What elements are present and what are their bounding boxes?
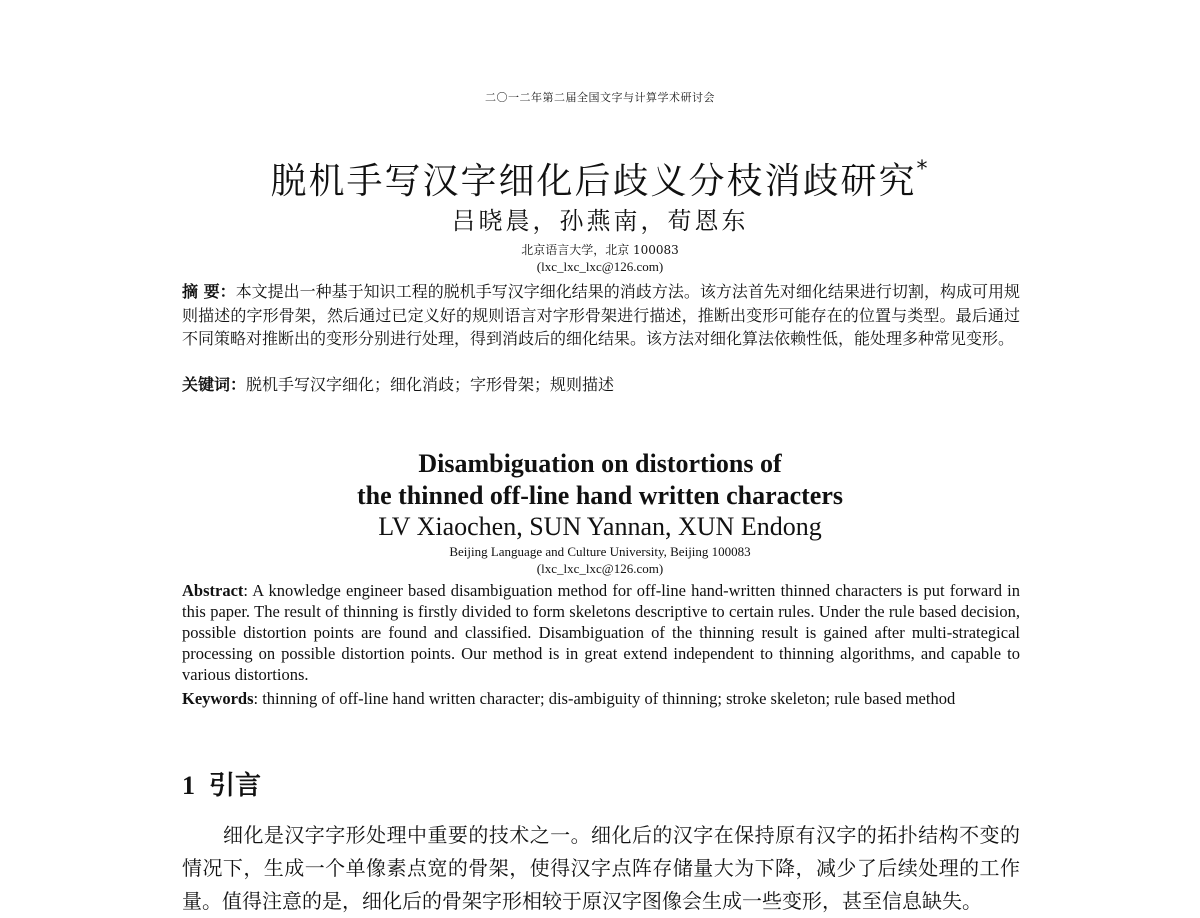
chinese-email: (lxc_lxc_lxc@126.com) — [536, 259, 664, 274]
chinese-abstract — [182, 280, 1020, 351]
title-footnote-mark: * — [916, 157, 930, 182]
chinese-authors: 吕晓晨，孙燕南，荀恩东 — [451, 207, 749, 235]
chinese-keywords-text: 脱机手写汉字细化；细化消歧；字形骨架；规则描述 — [246, 375, 615, 394]
english-keywords — [182, 688, 1020, 710]
chinese-keywords — [182, 373, 1020, 397]
english-abstract — [182, 580, 1020, 685]
english-keywords-label: Keywords — [182, 689, 254, 708]
chinese-title-text: 脱机手写汉字细化后歧义分枝消歧研究 — [270, 161, 917, 202]
english-abstract-text: : A knowledge engineer based disambiguation method for off-line hand-written thinned characters is put forward in this paper. The result of thinning is firstly divided to form skeletons descriptive to certain rules. Under the rule based decision, possible distortion points are found and classified. Disambiguation of the thinning result is gained after multi-strategical processing on possible distortion points. Our method is in great extend independent to thinning algorithms, and capable to various distortions. — [182, 581, 1020, 684]
english-authors: LV Xiaochen, SUN Yannan, XUN Endong — [378, 512, 822, 541]
english-keywords-text: : thinning of off-line hand written character; dis-ambiguity of thinning; stroke skeleton; rule based method — [253, 689, 956, 708]
intro-paragraph: 细化是汉字字形处理中重要的技术之一。细化后的汉字在保持原有汉字的拓扑结构不变的情况下，生成一个单像素点宽的骨架，使得汉字点阵存储量大为下降，减少了后续处理的工作量。值得注意的是，细化后的骨架字形相较于原汉字图像会生成一些变形，甚至信息缺失。 — [182, 823, 1020, 913]
running-head: 二〇一二年第二届全国文字与计算学术研讨会 — [485, 91, 715, 104]
english-affiliation: Beijing Language and Culture University, Beijing 100083 — [449, 544, 751, 559]
english-title — [0, 448, 1200, 512]
chinese-keywords-label: 关键词： — [182, 375, 247, 394]
english-title-line-2: the thinned off-line hand written characters — [356, 481, 843, 510]
english-email: (lxc_lxc_lxc@126.com) — [536, 561, 664, 576]
chinese-affiliation: 北京语言大学，北京 100083 — [521, 243, 679, 257]
section-title: 引言 — [209, 771, 262, 801]
chinese-title — [0, 146, 1200, 210]
english-title-line-1: Disambiguation on distortions of — [418, 449, 782, 478]
english-abstract-label: Abstract — [182, 581, 244, 600]
section-number: 1 — [182, 771, 195, 800]
chinese-abstract-text: 本文提出一种基于知识工程的脱机手写汉字细化结果的消歧方法。该方法首先对细化结果进行切割，构成可用规则描述的字形骨架，然后通过已定义好的规则语言对字形骨架进行描述，推断出变形可能存在的位置与类型。最后通过不同策略对推断出的变形分别进行处理，得到消歧后的细化结果。该方法对细化算法依赖性低，能处理多种常见变形。 — [182, 282, 1020, 348]
chinese-abstract-label: 摘 要： — [182, 282, 236, 301]
section-heading — [182, 768, 261, 804]
